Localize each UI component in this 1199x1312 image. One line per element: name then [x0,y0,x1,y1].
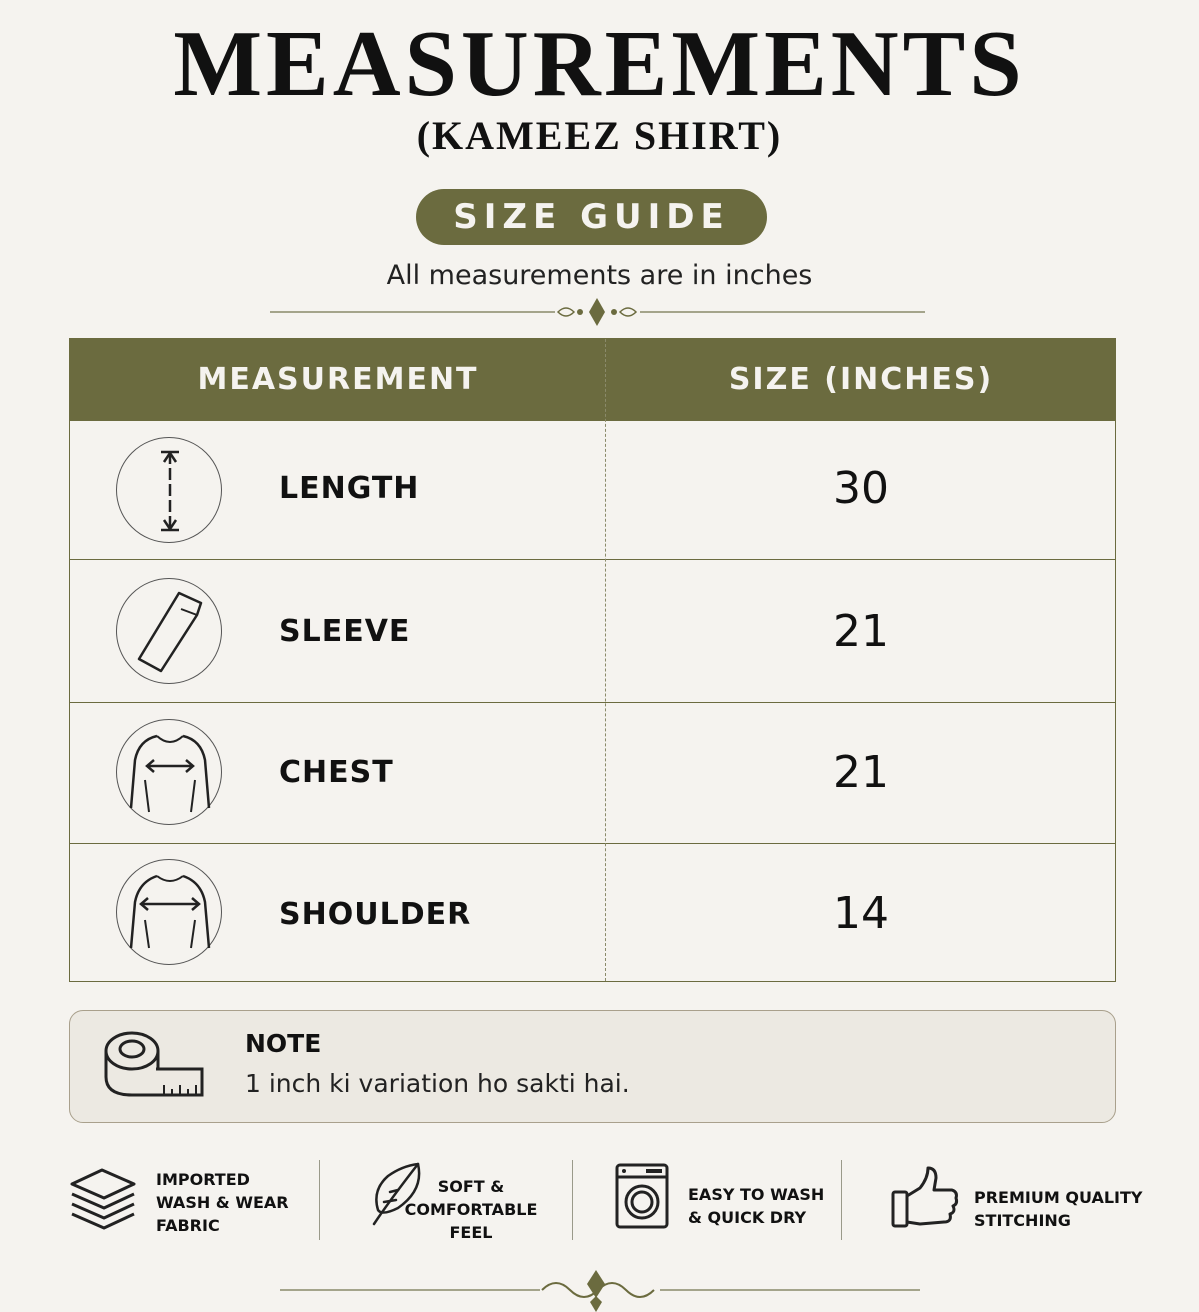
thumbs-up-icon [890,1164,960,1230]
measurement-label: LENGTH [279,471,420,506]
feature-separator [319,1160,320,1240]
sleeve-icon [116,578,222,684]
feature-label: PREMIUM QUALITY STITCHING [974,1188,1143,1230]
feature-label: IMPORTED WASH & WEAR FABRIC [156,1170,289,1235]
feature-separator [841,1160,842,1240]
note-text: 1 inch ki variation ho sakti hai. [245,1069,630,1098]
feature-separator [572,1160,573,1240]
length-arrow-icon [116,437,222,543]
measurement-value: 21 [833,747,889,798]
measurement-value: 21 [833,606,889,657]
ornament-divider-icon [270,294,925,330]
page-title: MEASUREMENTS [173,12,1026,116]
measuring-tape-icon [102,1029,206,1101]
fabric-layers-icon [68,1166,138,1230]
washing-machine-icon [614,1162,670,1230]
note-title: NOTE [245,1029,322,1058]
feature-label: SOFT & COMFORTABLE FEEL [404,1177,538,1242]
measurement-value: 14 [833,888,889,939]
table-row [70,420,1115,559]
measurement-label: CHEST [279,755,394,790]
unit-note: All measurements are in inches [386,260,813,291]
header-measurement: MEASUREMENT [197,362,479,397]
measurement-label: SLEEVE [279,614,411,649]
table-row [70,702,1115,843]
measurement-value: 30 [833,463,889,514]
table-row [70,559,1115,702]
size-guide-badge: SIZE GUIDE [416,189,767,245]
table-row [70,843,1115,981]
header-size: SIZE (INCHES) [728,362,994,397]
shoulder-icon [116,859,222,965]
chest-icon [116,719,222,825]
page-subtitle: (KAMEEZ SHIRT) [416,113,783,158]
column-divider [605,339,606,981]
measurement-label: SHOULDER [279,897,472,932]
measurement-table [69,338,1116,982]
ornament-divider-icon [280,1268,920,1312]
feature-label: EASY TO WASH & QUICK DRY [688,1185,825,1227]
note-box [69,1010,1116,1123]
table-header [70,339,1115,420]
